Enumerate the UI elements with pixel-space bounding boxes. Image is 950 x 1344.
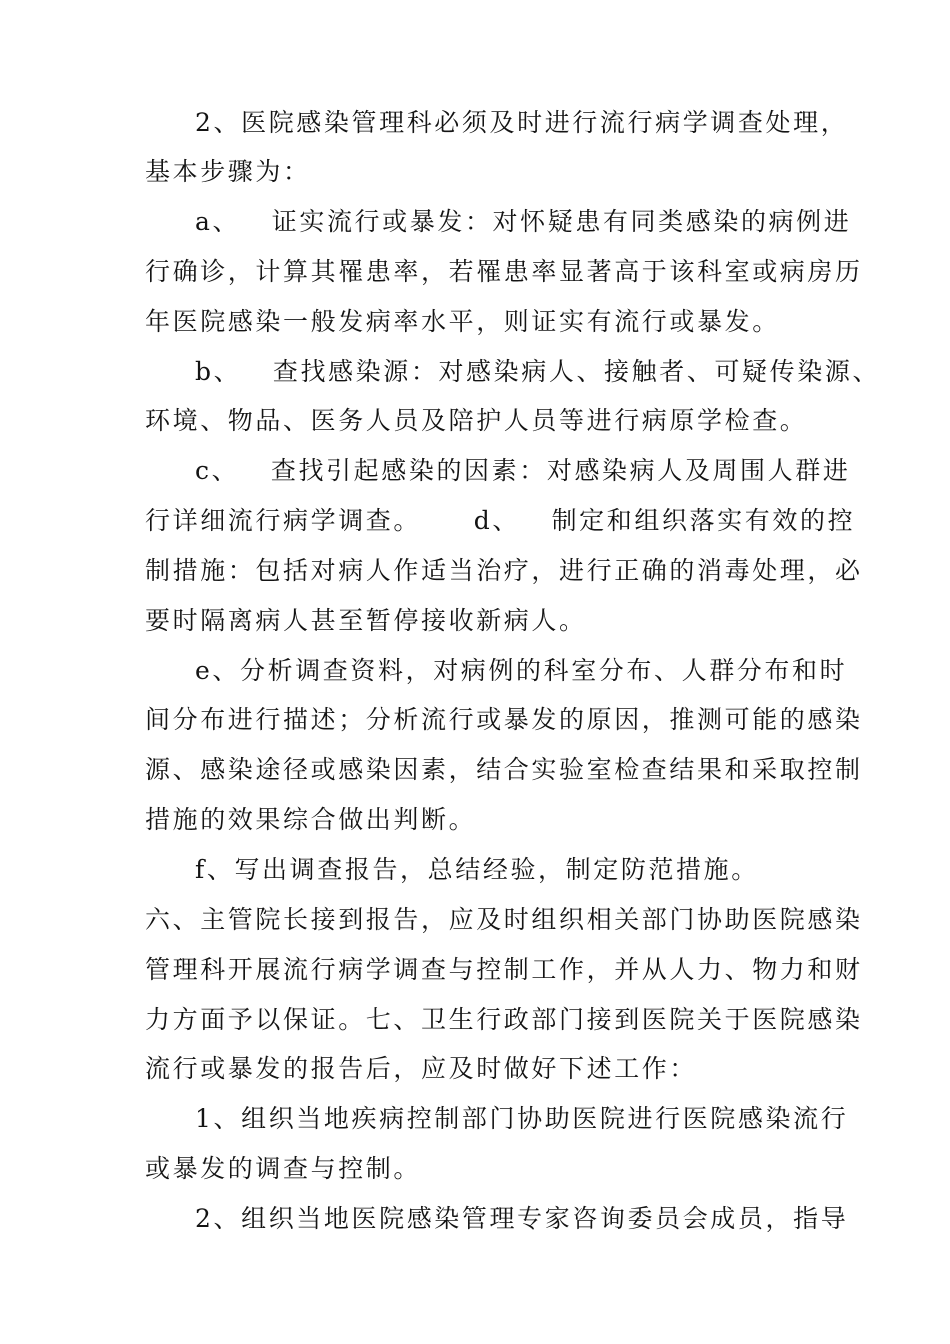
text-line: 2、医院感染管理科必须及时进行流行病学调查处理，	[195, 108, 849, 137]
text-line: 六、主管院长接到报告，应及时组织相关部门协助医院感染	[145, 905, 863, 934]
text-line: 间分布进行描述；分析流行或暴发的原因，推测可能的感染	[145, 705, 863, 734]
text-line: 年医院感染一般发病率水平，则证实有流行或暴发。	[145, 307, 780, 336]
text-line: 流行或暴发的报告后，应及时做好下述工作：	[145, 1054, 698, 1083]
text-line: 行确诊，计算其罹患率，若罹患率显著高于该科室或病房历	[145, 257, 863, 286]
text-line: 管理科开展流行病学调查与控制工作，并从人力、物力和财	[145, 955, 863, 984]
text-line: e、分析调查资料，对病例的科室分布、人群分布和时	[195, 656, 848, 685]
text-line: 环境、物品、医务人员及陪护人员等进行病原学检查。	[145, 406, 808, 435]
text-line: a、 证实流行或暴发：对怀疑患有同类感染的病例进	[195, 207, 852, 236]
text-line: 力方面予以保证。七、卫生行政部门接到医院关于医院感染	[145, 1005, 863, 1034]
text-line: c、 查找引起感染的因素：对感染病人及周围人群进	[195, 456, 851, 485]
text-line: 制措施：包括对病人作适当治疗，进行正确的消毒处理，必	[145, 556, 863, 585]
text-line: 1、组织当地疾病控制部门协助医院进行医院感染流行	[195, 1104, 849, 1133]
text-line: 源、感染途径或感染因素，结合实验室检查结果和采取控制	[145, 755, 863, 784]
text-line: 2、组织当地医院感染管理专家咨询委员会成员，指导	[195, 1204, 849, 1233]
text-line: b、 查找感染源：对感染病人、接触者、可疑传染源、	[195, 357, 881, 386]
text-line: 行详细流行病学调查。 d、 制定和组织落实有效的控	[145, 506, 856, 535]
text-line: 或暴发的调查与控制。	[145, 1154, 422, 1183]
text-line: f、写出调查报告，总结经验，制定防范措施。	[195, 855, 759, 884]
text-line: 基本步骤为：	[145, 157, 311, 186]
text-line: 措施的效果综合做出判断。	[145, 805, 477, 834]
text-line: 要时隔离病人甚至暂停接收新病人。	[145, 606, 587, 635]
